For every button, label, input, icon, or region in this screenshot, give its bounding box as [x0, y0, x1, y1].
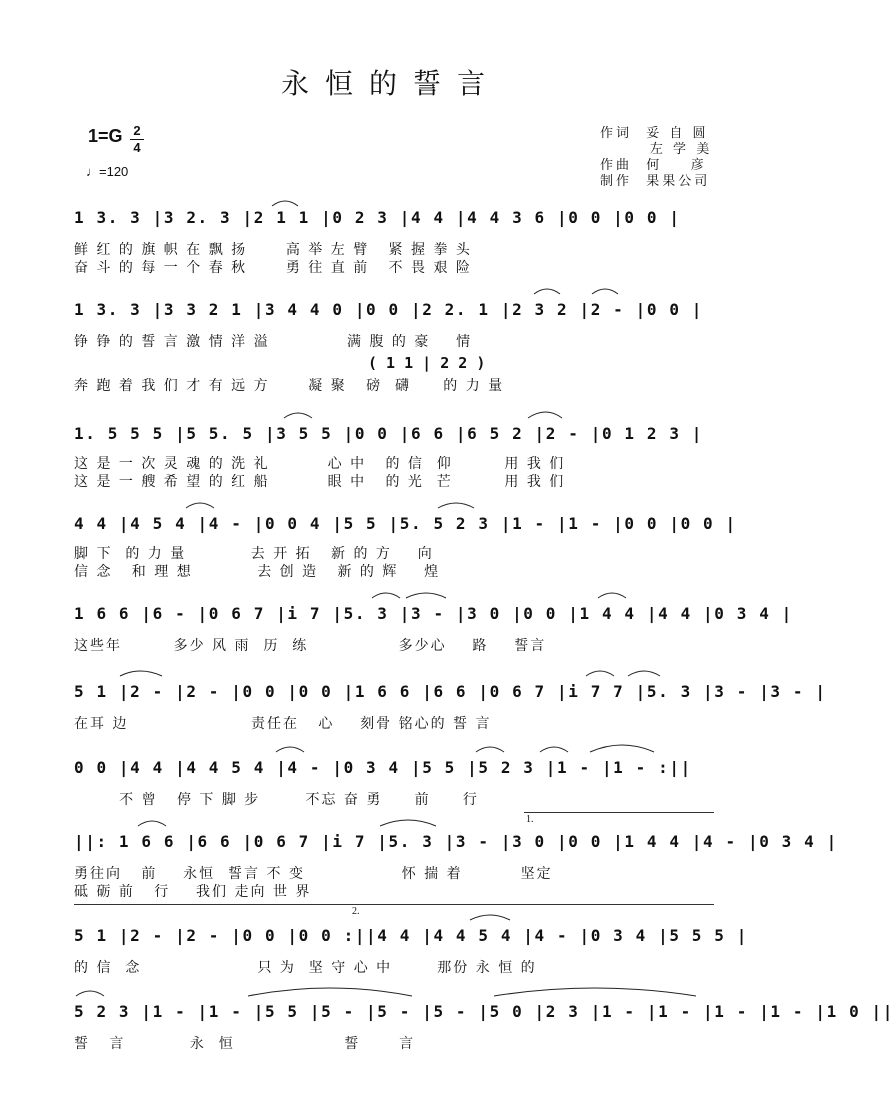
lyric-verse-1: 这 是 一 次 灵 魂 的 洗 礼 心 中 的 信 仰 用 我 们	[74, 456, 566, 472]
time-signature-bottom: 4	[133, 140, 141, 155]
lyric-verse-1: 在耳 边 责任在 心 刻骨 铭心的 誓 言	[74, 716, 492, 732]
credit-producer: 制作 果果公司	[600, 174, 711, 189]
lyric-verse-2: 信 念 和 理 想 去 创 造 新 的 辉 煌	[74, 564, 441, 580]
volta-label-1: 1.	[526, 814, 534, 825]
tempo-marking: ♩=120	[86, 164, 129, 179]
notation-line: 1. 5 5 5 |5 5. 5 |3 5 5 |0 0 |6 6 |6 5 2 |2 - |0 1 2 3 |	[74, 424, 704, 443]
lyric-verse-1: 誓 言 永 恒 誓 言	[74, 1036, 416, 1052]
lyric-verse-1: 不 曾 停 下 脚 步 不忘 奋 勇 前 行	[74, 792, 479, 808]
lyric-verse-1: 的 信 念 只 为 坚 守 心 中 那份 永 恒 的	[74, 960, 537, 976]
notation-line: 1 3. 3 |3 3 2 1 |3 4 4 0 |0 0 |2 2. 1 |2 3 2 |2 - |0 0 |	[74, 300, 704, 319]
key-signature: 1=G	[88, 126, 123, 146]
time-signature-top: 2	[133, 123, 141, 138]
notation-line: 5 1 |2 - |2 - |0 0 |0 0 |1 6 6 |6 6 |0 6 7 |i 7 7 |5. 3 |3 - |3 - |	[74, 682, 827, 701]
alternate-notes: ( 1 1 | 2 2 )	[368, 354, 486, 372]
lyric-verse-1: 勇往向 前 永恒 誓言 不 变 怀 揣 着 坚定	[74, 866, 553, 882]
notation-line: 0 0 |4 4 |4 4 5 4 |4 - |0 3 4 |5 5 |5 2 3 |1 - |1 - :||	[74, 758, 692, 777]
lyric-verse-1: 铮 铮 的 誓 言 激 情 洋 溢 满 腹 的 豪 情	[74, 334, 473, 350]
notation-line: 1 6 6 |6 - |0 6 7 |i 7 |5. 3 |3 - |3 0 |0 0 |1 4 4 |4 4 |0 3 4 |	[74, 604, 793, 623]
volta-bracket-line	[74, 904, 714, 905]
volta-label-2: 2.	[352, 906, 360, 917]
volta-bracket-1	[524, 812, 714, 813]
lyric-verse-2: 奋 斗 的 每 一 个 春 秋 勇 往 直 前 不 畏 艰 险	[74, 260, 472, 276]
lyric-verse-2: 奔 跑 着 我 们 才 有 远 方 凝 聚 磅 礴 的 力 量	[74, 378, 505, 394]
time-signature	[130, 124, 144, 155]
notation-line: 5 2 3 |1 - |1 - |5 5 |5 - |5 - |5 - |5 0 |2 3 |1 - |1 - |1 - |1 - |1 0 ||	[74, 1002, 894, 1021]
lyric-verse-2: 砥 砺 前 行 我们 走向 世 界	[74, 884, 312, 900]
lyric-verse-2: 这 是 一 艘 希 望 的 红 船 眼 中 的 光 芒 用 我 们	[74, 474, 566, 490]
notation-line: 1 3. 3 |3 2. 3 |2 1 1 |0 2 3 |4 4 |4 4 3 6 |0 0 |0 0 |	[74, 208, 681, 227]
lyric-verse-1: 脚 下 的 力 量 去 开 拓 新 的 方 向	[74, 546, 434, 562]
song-title: 永恒的誓言	[280, 67, 501, 100]
credit-lyricist: 作词 妥 自 圆	[600, 126, 709, 141]
notation-line: ||: 1 6 6 |6 6 |0 6 7 |i 7 |5. 3 |3 - |3 0 |0 0 |1 4 4 |4 - |0 3 4 |	[74, 832, 838, 851]
credit-lyricist-2: 左 学 美	[600, 142, 713, 157]
lyric-verse-1: 鲜 红 的 旗 帜 在 飘 扬 高 举 左 臂 紧 握 拳 头	[74, 242, 472, 258]
credit-composer: 作曲 何 彦	[600, 158, 707, 173]
credits-block	[600, 126, 712, 190]
notation-line: 4 4 |4 5 4 |4 - |0 0 4 |5 5 |5. 5 2 3 |1 - |1 - |0 0 |0 0 |	[74, 514, 737, 533]
notation-line: 5 1 |2 - |2 - |0 0 |0 0 :||4 4 |4 4 5 4 |4 - |0 3 4 |5 5 5 |	[74, 926, 748, 945]
lyric-verse-1: 这些年 多少 风 雨 历 练 多少心 路 誓言	[74, 638, 547, 654]
